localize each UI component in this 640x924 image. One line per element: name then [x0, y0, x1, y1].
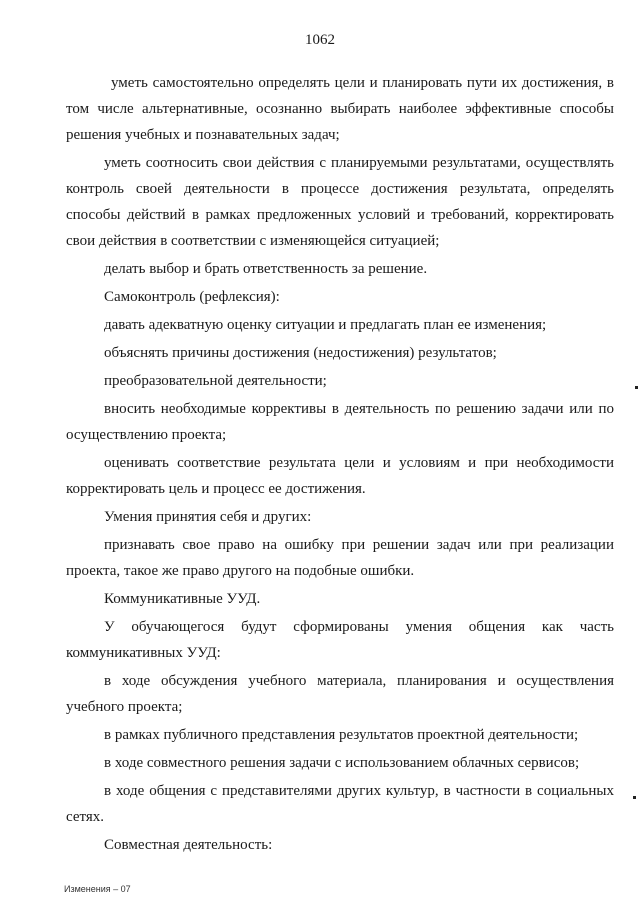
paragraph-evaluate-result: оценивать соответствие результата цели и условиям и при необходимости корректировать цель и процесс ее достижения. — [66, 455, 614, 497]
paragraph-self-acceptance-heading: Умения принятия себя и других: — [104, 509, 312, 525]
paragraph-communication-skills: У обучающегося будут сформированы умения общения как часть коммуникативных УУД: — [66, 619, 614, 661]
paragraph-make-choice: делать выбор и брать ответственность за решение. — [104, 261, 428, 277]
paragraph-public-presentation: в рамках публичного представления результатов проектной деятельности; — [104, 727, 579, 743]
paragraph-discussion: в ходе обсуждения учебного материала, планирования и осуществления учебного проекта; — [66, 673, 614, 715]
paragraph-make-corrections: вносить необходимые коррективы в деятельность по решению задачи или по осуществлению проекта; — [66, 401, 614, 443]
paragraph-communicative-heading: Коммуникативные УУД. — [104, 591, 261, 607]
document-body — [66, 70, 614, 858]
scan-artifact-dot — [635, 386, 638, 389]
paragraph-self-control-heading: Самоконтроль (рефлексия): — [104, 289, 280, 305]
page-number: 1062 — [305, 32, 335, 48]
paragraph-transformative-activity: преобразовательной деятельности; — [104, 373, 327, 389]
paragraph-joint-activity-heading: Совместная деятельность: — [104, 837, 273, 853]
paragraph-explain-reasons: объяснять причины достижения (недостижения) результатов; — [104, 345, 497, 361]
paragraph-right-to-mistake: признавать свое право на ошибку при решении задач или при реализации проекта, такое же право другого на подобные ошибки. — [66, 537, 614, 579]
paragraph-cloud-services: в ходе совместного решения задачи с использованием облачных сервисов; — [104, 755, 580, 771]
paragraph-adequate-assessment: давать адекватную оценку ситуации и предлагать план ее изменения; — [104, 317, 547, 333]
paragraph-other-cultures: в ходе общения с представителями других культур, в частности в социальных сетях. — [66, 783, 614, 825]
footer-revision-note: Изменения – 07 — [64, 884, 131, 894]
paragraph-correlate-actions: уметь соотносить свои действия с планируемыми результатами, осуществлять контроль своей деятельности в процессе достижения результата, определять способы действий в рамках предложенных условий и требований, корректировать свои действия в соответствии с изменяющейся ситуацией; — [66, 155, 614, 249]
paragraph-goal-setting: уметь самостоятельно определять цели и планировать пути их достижения, в том числе альтернативные, осознанно выбирать наиболее эффективные способы решения учебных и познавательных задач; — [66, 75, 614, 143]
scan-artifact-dot — [633, 796, 636, 799]
